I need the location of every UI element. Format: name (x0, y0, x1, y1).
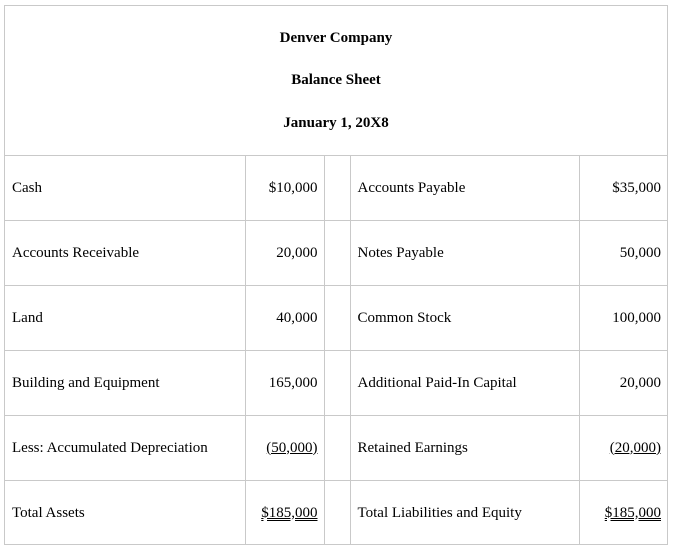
asset-amount (245, 481, 324, 546)
table-row (5, 156, 667, 221)
liability-label: Additional Paid-In Capital (350, 351, 579, 416)
liability-label: Notes Payable (350, 221, 579, 286)
total-amount: $185,000 (604, 504, 661, 521)
liability-amount (579, 481, 667, 546)
statement-date: January 1, 20X8 (283, 115, 389, 131)
table-row (5, 221, 667, 286)
table-row (5, 416, 667, 481)
liability-amount: 100,000 (579, 286, 667, 351)
asset-label: Land (5, 286, 245, 351)
liability-amount: 50,000 (579, 221, 667, 286)
liability-label: Accounts Payable (350, 156, 579, 221)
balance-sheet (4, 5, 668, 545)
liability-label: Retained Earnings (350, 416, 579, 481)
spacer-cell (324, 481, 350, 546)
liability-label: Total Liabilities and Equity (350, 481, 579, 546)
liability-amount: $35,000 (579, 156, 667, 221)
spacer-cell (324, 156, 350, 221)
balance-table (5, 156, 667, 545)
liability-amount (579, 416, 667, 481)
liability-label: Common Stock (350, 286, 579, 351)
company-name: Denver Company (279, 30, 393, 46)
statement-header (5, 6, 667, 156)
asset-amount: 20,000 (245, 221, 324, 286)
spacer-cell (324, 221, 350, 286)
asset-label: Total Assets (5, 481, 245, 546)
spacer-cell (324, 286, 350, 351)
spacer-cell (324, 416, 350, 481)
table-row (5, 286, 667, 351)
asset-label: Cash (5, 156, 245, 221)
asset-amount: $10,000 (245, 156, 324, 221)
asset-amount: 40,000 (245, 286, 324, 351)
total-amount: $185,000 (261, 504, 318, 521)
spacer-cell (324, 351, 350, 416)
asset-label: Building and Equipment (5, 351, 245, 416)
liability-amount: 20,000 (579, 351, 667, 416)
asset-label: Accounts Receivable (5, 221, 245, 286)
underlined-amount: (20,000) (609, 439, 661, 456)
asset-amount (245, 416, 324, 481)
table-row (5, 481, 667, 546)
asset-amount: 165,000 (245, 351, 324, 416)
underlined-amount: (50,000) (266, 439, 318, 456)
asset-label: Less: Accumulated Depreciation (5, 416, 245, 481)
table-row (5, 351, 667, 416)
statement-title: Balance Sheet (291, 72, 381, 88)
